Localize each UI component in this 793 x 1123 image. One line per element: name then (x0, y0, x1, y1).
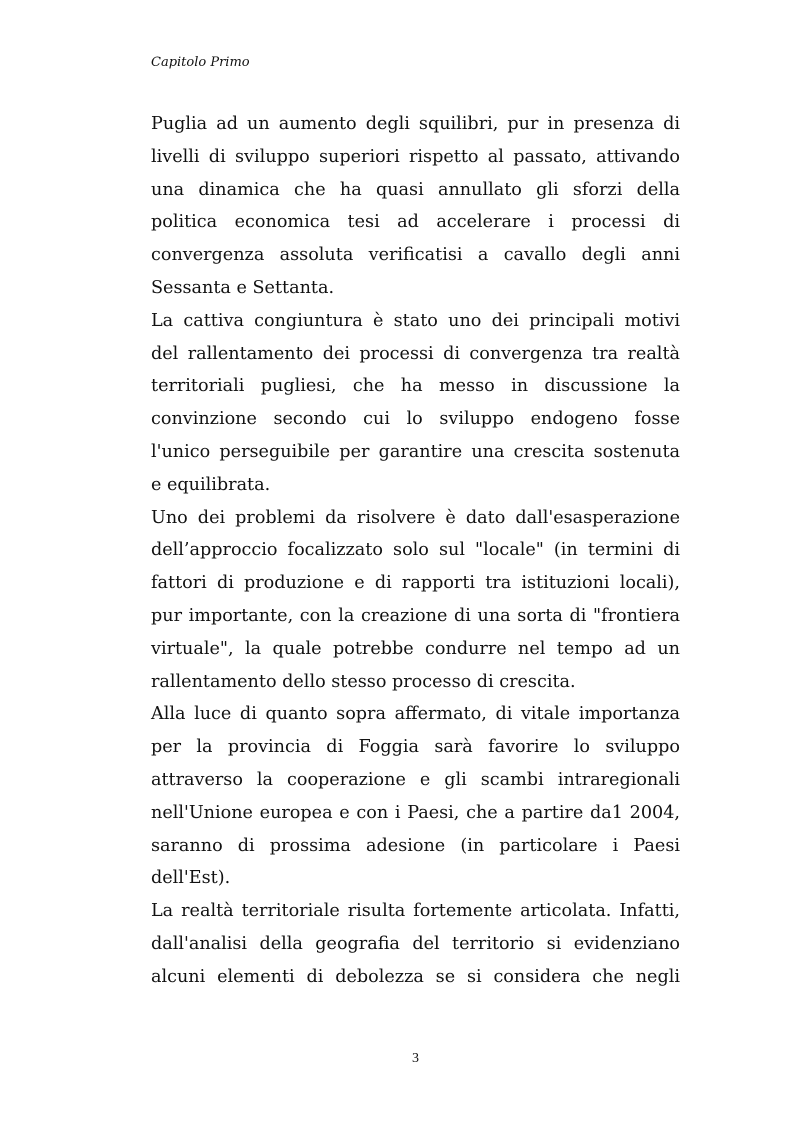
text-line: pur importante, con la creazione di una sorta di "frontiera (151, 605, 680, 626)
text-line: livelli di sviluppo superiori rispetto al passato, attivando (151, 146, 680, 167)
text-line: Uno dei problemi da risolvere è dato dall'esasperazione (151, 507, 680, 528)
text-line: territoriali pugliesi, che ha messo in discussione la (151, 376, 680, 397)
running-header: Capitolo Primo (151, 55, 250, 70)
text-line: l'unico perseguibile per garantire una crescita sostenuta (151, 441, 680, 462)
text-line: La realtà territoriale risulta fortemente articolata. Infatti, (151, 901, 680, 922)
text-line: Sessanta e Settanta. (151, 277, 335, 298)
text-line: dell’approccio focalizzato solo sul "locale" (in termini di (151, 540, 680, 561)
text-line: dell'Est). (151, 868, 231, 889)
text-line: nell'Unione europea e con i Paesi, che a partire da1 2004, (151, 802, 680, 823)
page-number: 3 (412, 1051, 419, 1066)
text-line: politica economica tesi ad accelerare i processi di (151, 212, 680, 233)
text-line: Puglia ad un aumento degli squilibri, pur in presenza di (151, 114, 680, 134)
text-line: virtuale", la quale potrebbe condurre nel tempo ad un (151, 638, 680, 659)
text-line: rallentamento dello stesso processo di crescita. (151, 671, 576, 692)
text-line: Alla luce di quanto sopra affermato, di vitale importanza (151, 704, 680, 725)
text-line: del rallentamento dei processi di convergenza tra realtà (151, 343, 680, 364)
body-text (151, 108, 680, 994)
text-line: e equilibrata. (151, 474, 271, 495)
text-line: dall'analisi della geografia del territorio si evidenziano (151, 933, 680, 954)
text-line: fattori di produzione e di rapporti tra istituzioni locali), (151, 573, 680, 594)
text-line: saranno di prossima adesione (in particolare i Paesi (151, 835, 680, 856)
text-line: attraverso la cooperazione e gli scambi intraregionali (151, 769, 680, 790)
text-line: una dinamica che ha quasi annullato gli sforzi della (151, 179, 680, 200)
text-line: convinzione secondo cui lo sviluppo endogeno fosse (151, 409, 680, 430)
text-line: alcuni elementi di debolezza se si considera che negli (151, 966, 680, 987)
text-line: convergenza assoluta verificatisi a cavallo degli anni (151, 245, 680, 266)
text-line: La cattiva congiuntura è stato uno dei principali motivi (151, 310, 680, 331)
text-line: per la provincia di Foggia sarà favorire lo sviluppo (151, 737, 680, 758)
